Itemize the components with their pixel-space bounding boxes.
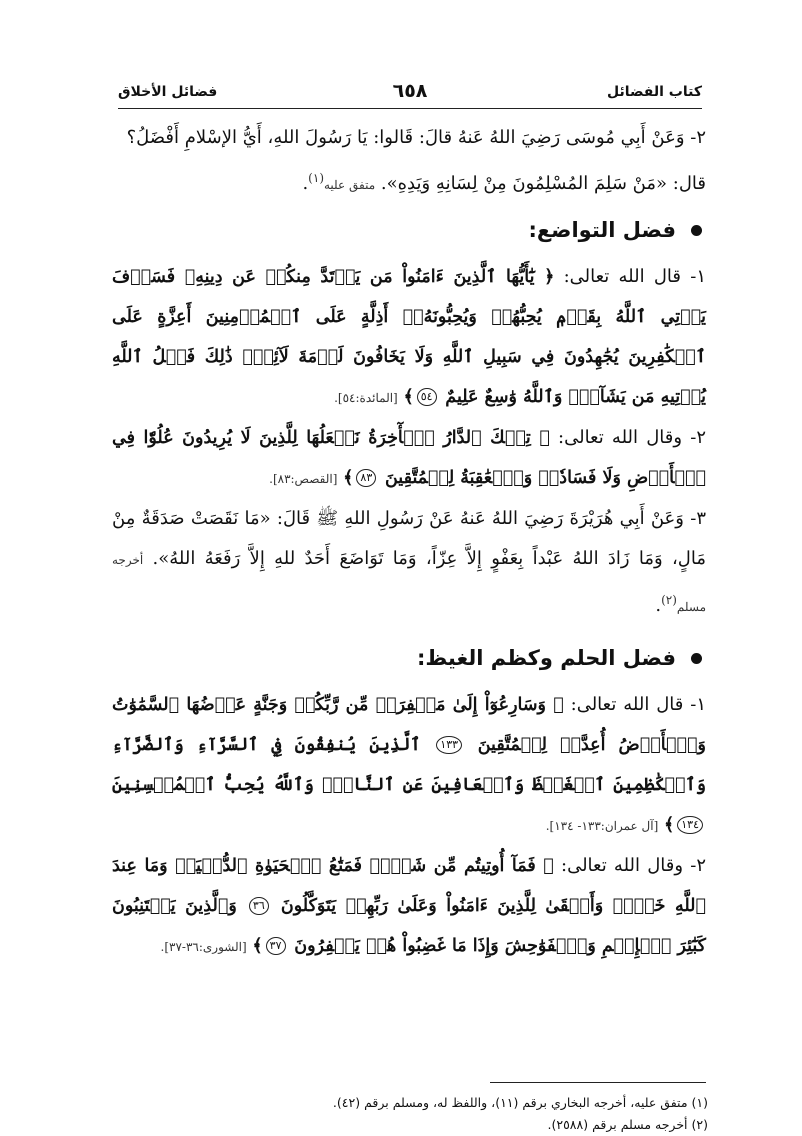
ayah-number-icon: ٣٧ — [266, 937, 286, 955]
quran-verse: ﴿ وَسَارِعُوٓاْ إِلَىٰ مَغۡفِرَةٖ مِّن رَّبِّكُمۡ وَجَنَّةٍ عَرۡضُهَا ٱلسَّمَٰوَٰتُ وَٱلۡأَرۡضُ أُعِدَّتۡ لِلۡمُتَّقِينَ — [112, 695, 706, 755]
ayah-number-icon: ٣٦ — [249, 897, 269, 915]
ayah-number-icon: ١٣٣ — [436, 736, 462, 754]
bullet-icon — [691, 653, 702, 664]
verse-reference: [الشورى:٣٦-٣٧]. — [160, 940, 247, 954]
verse-reference: [المائدة:٥٤]. — [334, 391, 398, 405]
forbearance-item-1: ١- قال الله تعالى: ﴿ وَسَارِعُوٓاْ إِلَىٰ مَغۡفِرَةٖ مِّن رَّبِّكُمۡ وَجَنَّةٍ عَرۡضُهَا ٱلسَّمَٰوَٰتُ وَٱلۡأَرۡضُ أُعِدَّتۡ لِلۡمُتَّقِينَ ١٣٣ ٱلَّذِينَ يُنفِقُونَ فِي ٱلسَّرَّآءِ وَٱلضَّرَّآءِ وَٱلۡكَٰظِمِينَ ٱلۡغَيۡظَ وَٱلۡعَافِينَ عَنِ ٱلنَّاسِۗ وَٱللَّهُ يُحِبُّ ٱلۡمُحۡسِنِينَ ١٣٤﴾ [آل عمران:١٣٣- ١٣٤]. — [112, 694, 706, 835]
ayah-number-icon: ٨٣ — [356, 469, 376, 487]
item-intro: ٢- وقال الله تعالى: — [561, 855, 706, 876]
footnotes — [118, 1092, 708, 1136]
quran-verse: ﴿ يَٰٓأَيُّهَا ٱلَّذِينَ ءَامَنُواْ مَن يَرۡتَدَّ مِنكُمۡ عَن دِينِهِۦ فَسَوۡفَ يَأۡتِي ٱللَّهُ بِقَوۡمٖ يُحِبُّهُمۡ وَيُحِبُّونَهُۥٓ أَذِلَّةٍ عَلَى ٱلۡمُؤۡمِنِينَ أَعِزَّةٍ عَلَى ٱلۡكَٰفِرِينَ يُجَٰهِدُونَ فِي سَبِيلِ ٱللَّهِ وَلَا يَخَافُونَ لَوۡمَةَ لَآئِمٖۚ ذَٰلِكَ فَضۡلُ ٱللَّهِ يُؤۡتِيهِ مَن يَشَآءُۚ وَٱللَّهُ وَٰسِعٌ عَلِيمٌ — [112, 267, 706, 407]
item-intro: ١- قال الله تعالى: — [570, 694, 706, 715]
forbearance-item-2: ٢- وقال الله تعالى: ﴿ فَمَآ أُوتِيتُم مِّن شَيۡءٖ فَمَتَٰعُ ٱلۡحَيَوٰةِ ٱلدُّنۡيَاۖ وَمَا عِندَ ٱللَّهِ خَيۡرٞ وَأَبۡقَىٰ لِلَّذِينَ ءَامَنُواْ وَعَلَىٰ رَبِّهِمۡ يَتَوَكَّلُونَ ٣٦ وَٱلَّذِينَ يَجۡتَنِبُونَ كَبَٰٓئِرَ ٱلۡإِثۡمِ وَٱلۡفَوَٰحِشَ وَإِذَا مَا غَضِبُواْ هُمۡ يَغۡفِرُونَ ٣٧﴾ [الشورى:٣٦-٣٧]. — [112, 855, 706, 956]
hadith-line-1: ٢- وَعَنْ أَبِي مُوسَى رَضِيَ اللهُ عَنهُ قالَ: قَالوا: يَا رَسُولَ اللهِ، أَيُّ الإسْلامِ أَفْضَلُ؟ — [126, 127, 706, 148]
book-title: كتاب الفضائل — [607, 84, 702, 100]
bullet-icon — [691, 225, 702, 236]
humility-item-3: ٣- وَعَنْ أَبِي هُرَيْرَةَ رَضِيَ اللهُ عَنهُ عَنْ رَسُولِ اللهِ ﷺ قَالَ: «مَا نَقَصَتْ صَدَقَةٌ مِنْ مَالٍ، وَمَا زَادَ اللهُ عَبْداً بِعَفْوٍ إِلاَّ عِزّاً، وَمَا تَوَاضَعَ أَحَدٌ للهِ إِلاَّ رَفَعَهُ اللهُ». أخرجه مسلم$^{(٢)}$. — [112, 508, 706, 616]
quran-verse: ﴿ تِلۡكَ ٱلدَّارُ ٱلۡأٓخِرَةُ نَجۡعَلُهَا لِلَّذِينَ لَا يُرِيدُونَ عُلُوّٗا فِي ٱلۡأَرۡضِ وَلَا فَسَادٗاۚ وَٱلۡعَٰقِبَةُ لِلۡمُتَّقِينَ — [112, 428, 706, 488]
page-number: ٦٥٨ — [392, 80, 428, 102]
quran-verse: وَٱلَّذِينَ يَجۡتَنِبُونَ كَبَٰٓئِرَ ٱلۡإِثۡمِ وَٱلۡفَوَٰحِشَ وَإِذَا مَا غَضِبُواْ هُمۡ يَغۡفِرُونَ — [112, 896, 706, 956]
humility-item-1: ١- قال الله تعالى: ﴿ يَٰٓأَيُّهَا ٱلَّذِينَ ءَامَنُواْ مَن يَرۡتَدَّ مِنكُمۡ عَن دِينِهِۦ فَسَوۡفَ يَأۡتِي ٱللَّهُ بِقَوۡمٖ يُحِبُّهُمۡ وَيُحِبُّونَهُۥٓ أَذِلَّةٍ عَلَى ٱلۡمُؤۡمِنِينَ أَعِزَّةٍ عَلَى ٱلۡكَٰفِرِينَ يُجَٰهِدُونَ فِي سَبِيلِ ٱللَّهِ وَلَا يَخَافُونَ لَوۡمَةَ لَآئِمٖۚ ذَٰلِكَ فَضۡلُ ٱللَّهِ يُؤۡتِيهِ مَن يَشَآءُۚ وَٱللَّهُ وَٰسِعٌ عَلِيمٌ ٥٤﴾ [المائدة:٥٤]. — [112, 266, 706, 407]
item-intro: ٢- وقال الله تعالى: — [558, 427, 706, 448]
quran-verse: ﴿ فَمَآ أُوتِيتُم مِّن شَيۡءٖ فَمَتَٰعُ ٱلۡحَيَوٰةِ ٱلدُّنۡيَاۖ وَمَا عِندَ ٱللَّهِ خَيۡرٞ وَأَبۡقَىٰ لِلَّذِينَ ءَامَنُواْ وَعَلَىٰ رَبِّهِمۡ يَتَوَكَّلُونَ — [112, 856, 706, 916]
hadith-source: أخرجه مسلم — [112, 553, 706, 614]
item-intro: ١- قال الله تعالى: — [563, 266, 706, 287]
verse-reference: [القصص:٨٣]. — [269, 472, 338, 486]
hadith-text: ٣- وَعَنْ أَبِي هُرَيْرَةَ رَضِيَ اللهُ عَنهُ عَنْ رَسُولِ اللهِ ﷺ قَالَ: «مَا نَقَصَتْ صَدَقَةٌ مِنْ مَالٍ، وَمَا زَادَ اللهُ عَبْداً بِعَفْوٍ إِلاَّ عِزّاً، وَمَا تَوَاضَعَ أَحَدٌ للهِ إِلاَّ رَفَعَهُ اللهُ». — [112, 508, 706, 569]
quran-verse: ٱلَّذِينَ يُنفِقُونَ فِي ٱلسَّرَّآءِ وَٱلضَّرَّآءِ وَٱلۡكَٰظِمِينَ ٱلۡغَيۡظَ وَٱلۡعَافِينَ عَنِ ٱلنَّاسِۗ وَٱللَّهُ يُحِبُّ ٱلۡمُحۡسِنِينَ — [112, 735, 706, 795]
section-heading-humility: فضل التواضع: — [112, 213, 706, 247]
hadith-line-2: قال: «مَنْ سَلِمَ المُسْلِمُونَ مِنْ لِسَانِهِ وَيَدِهِ». — [380, 173, 706, 194]
humility-item-2: ٢- وقال الله تعالى: ﴿ تِلۡكَ ٱلدَّارُ ٱلۡأٓخِرَةُ نَجۡعَلُهَا لِلَّذِينَ لَا يُرِيدُونَ عُلُوّٗا فِي ٱلۡأَرۡضِ وَلَا فَسَادٗاۚ وَٱلۡعَٰقِبَةُ لِلۡمُتَّقِينَ ٨٣﴾ [القصص:٨٣]. — [112, 427, 706, 488]
footnote-1: (١) متفق عليه، أخرجه البخاري برقم (١١)، واللفظ له، ومسلم برقم (٤٢). — [332, 1095, 708, 1110]
verse-reference: [آل عمران:١٣٣- ١٣٤]. — [545, 819, 659, 833]
footnote-ref-2[interactable]: (٢) — [661, 593, 677, 607]
page-header — [118, 82, 702, 109]
footnote-2: (٢) أخرجه مسلم برقم (٢٥٨٨). — [547, 1117, 708, 1132]
page-body — [112, 118, 706, 967]
footnote-divider — [490, 1082, 706, 1083]
hadith-abu-musa: ٢- وَعَنْ أَبِي مُوسَى رَضِيَ اللهُ عَنهُ قالَ: قَالوا: يَا رَسُولَ اللهِ، أَيُّ الإسْلامِ أَفْضَلُ؟ قال: «مَنْ سَلِمَ المُسْلِمُونَ مِنْ لِسَانِهِ وَيَدِهِ». متفق عليه$^{(١)}$. — [126, 127, 706, 194]
section-title: فضائل الأخلاق — [118, 84, 218, 100]
hadith-source: متفق عليه — [324, 178, 376, 192]
footnote-ref-1[interactable]: (١) — [308, 171, 324, 185]
ayah-number-icon: ١٣٤ — [677, 816, 703, 834]
ayah-number-icon: ٥٤ — [417, 388, 437, 406]
section-heading-forbearance: فضل الحلم وكظم الغيظ: — [112, 641, 706, 675]
